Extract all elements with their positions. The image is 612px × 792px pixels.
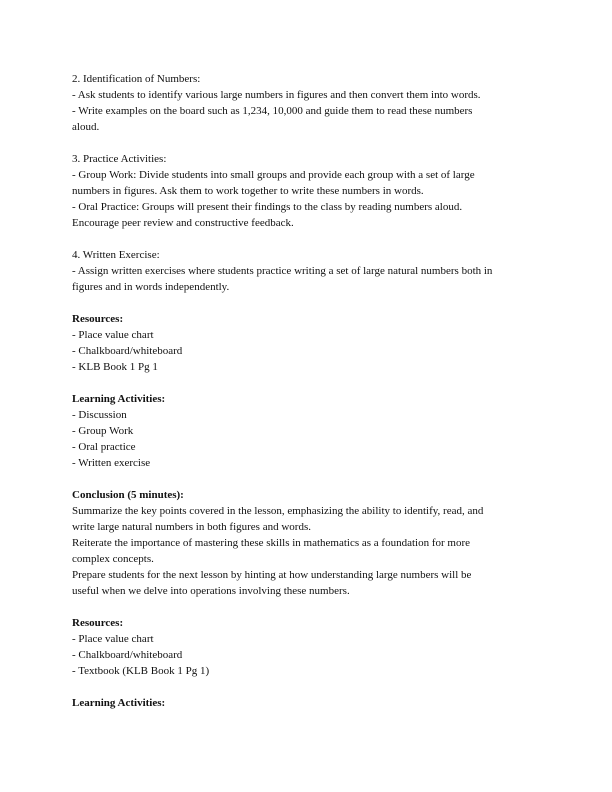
- list-item: - Chalkboard/whiteboard: [72, 649, 183, 661]
- paragraph-line: - Group Work: Divide students into small groups and provide each group with a set of large: [72, 169, 475, 181]
- list-item: - Textbook (KLB Book 1 Pg 1): [72, 665, 210, 677]
- spacer: [72, 375, 540, 391]
- paragraph-line: Summarize the key points covered in the lesson, emphasizing the ability to identify, read, and: [72, 505, 484, 517]
- resources-heading: Resources:: [72, 617, 124, 629]
- list-item: - Chalkboard/whiteboard: [72, 345, 183, 357]
- spacer: [72, 599, 540, 615]
- list-item: - Place value chart: [72, 329, 154, 341]
- list-item: - Discussion: [72, 409, 127, 421]
- spacer: [72, 679, 540, 695]
- section-heading-practice: 3. Practice Activities:: [72, 153, 167, 165]
- spacer: [72, 295, 540, 311]
- paragraph-line: - Assign written exercises where students practice writing a set of large natural numbers both in: [72, 265, 493, 277]
- section-heading-written: 4. Written Exercise:: [72, 249, 160, 261]
- conclusion-heading: Conclusion (5 minutes):: [72, 489, 184, 501]
- list-item: - Group Work: [72, 425, 134, 437]
- paragraph-line: Encourage peer review and constructive feedback.: [72, 217, 294, 229]
- list-item: - Written exercise: [72, 457, 151, 469]
- paragraph-line: write large natural numbers in both figures and words.: [72, 521, 311, 533]
- learning-activities-heading: Learning Activities:: [72, 697, 166, 709]
- list-item: - Place value chart: [72, 633, 154, 645]
- spacer: [72, 231, 540, 247]
- spacer: [72, 471, 540, 487]
- learning-activities-heading: Learning Activities:: [72, 393, 166, 405]
- section-heading-identification: 2. Identification of Numbers:: [72, 73, 201, 85]
- paragraph-line: - Oral Practice: Groups will present their findings to the class by reading numbers aloud.: [72, 201, 463, 213]
- paragraph-line: aloud.: [72, 121, 100, 133]
- spacer: [72, 135, 540, 151]
- paragraph-line: complex concepts.: [72, 553, 154, 565]
- paragraph-line: Reiterate the importance of mastering these skills in mathematics as a foundation for more: [72, 537, 471, 549]
- resources-heading: Resources:: [72, 313, 124, 325]
- paragraph-line: - Ask students to identify various large numbers in figures and then convert them into words.: [72, 89, 481, 101]
- paragraph-line: Prepare students for the next lesson by hinting at how understanding large numbers will be: [72, 569, 472, 581]
- list-item: - KLB Book 1 Pg 1: [72, 361, 158, 373]
- paragraph-line: numbers in figures. Ask them to work together to write these numbers in words.: [72, 185, 424, 197]
- paragraph-line: useful when we delve into operations involving these numbers.: [72, 585, 350, 597]
- paragraph-line: figures and in words independently.: [72, 281, 230, 293]
- document-page: [72, 71, 540, 711]
- paragraph-line: - Write examples on the board such as 1,234, 10,000 and guide them to read these numbers: [72, 105, 473, 117]
- list-item: - Oral practice: [72, 441, 136, 453]
